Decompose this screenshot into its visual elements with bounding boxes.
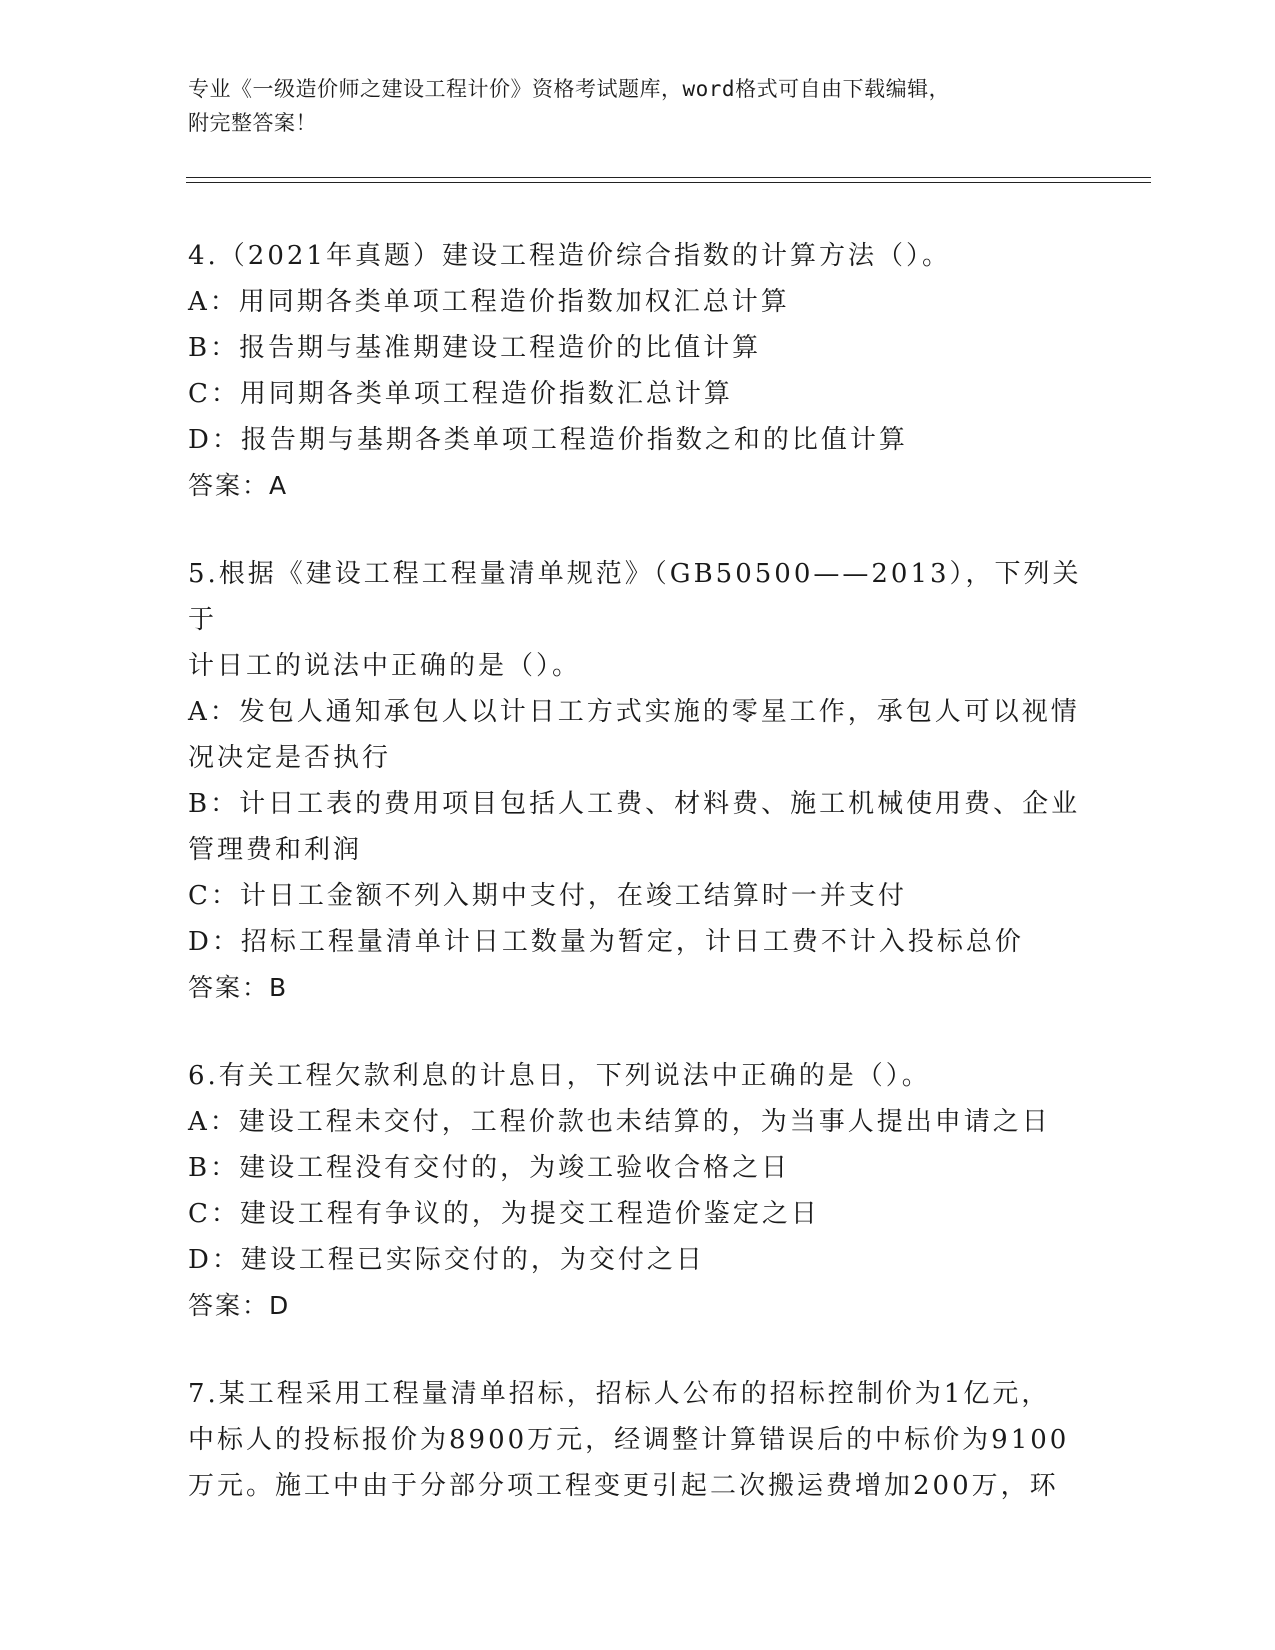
answer-label: 答案：B bbox=[188, 973, 289, 1002]
option-line: D：报告期与基期各类单项工程造价指数之和的比值计算 bbox=[188, 425, 908, 455]
answer-label: 答案：A bbox=[188, 471, 289, 500]
question-stem-line: 5.根据《建设工程工程量清单规范》（GB50500——2013），下列关于 bbox=[188, 559, 1082, 635]
option-line: C：用同期各类单项工程造价指数汇总计算 bbox=[188, 379, 733, 409]
option-line: D：建设工程已实际交付的，为交付之日 bbox=[188, 1245, 705, 1275]
option-line: B：报告期与基准期建设工程造价的比值计算 bbox=[188, 333, 762, 363]
header-line-1: 专业《一级造价师之建设工程计价》资格考试题库，word格式可自由下载编辑， bbox=[188, 77, 951, 101]
question-stem-line: 万元。施工中由于分部分项工程变更引起二次搬运费增加200万，环 bbox=[188, 1471, 1059, 1501]
question-stem-line: 计日工的说法中正确的是（）。 bbox=[188, 651, 582, 681]
header-line-2: 附完整答案！ bbox=[188, 111, 317, 135]
question-item bbox=[188, 1371, 1088, 1509]
question-stem-line: 4.（2021年真题）建设工程造价综合指数的计算方法（）。 bbox=[188, 241, 951, 271]
option-line: B：建设工程没有交付的，为竣工验收合格之日 bbox=[188, 1153, 791, 1183]
option-line: A：建设工程未交付，工程价款也未结算的，为当事人提出申请之日 bbox=[188, 1107, 1051, 1137]
option-line: C：计日工金额不列入期中支付，在竣工结算时一并支付 bbox=[188, 881, 907, 911]
option-line: 管理费和利润 bbox=[188, 835, 363, 865]
option-line: C：建设工程有争议的，为提交工程造价鉴定之日 bbox=[188, 1199, 820, 1229]
question-stem-line: 中标人的投标报价为8900万元，经调整计算错误后的中标价为9100 bbox=[188, 1425, 1070, 1455]
question-stem-line: 7.某工程采用工程量清单招标，招标人公布的招标控制价为1亿元， bbox=[188, 1379, 1051, 1409]
question-item bbox=[188, 1053, 1088, 1329]
option-line: A：用同期各类单项工程造价指数加权汇总计算 bbox=[188, 287, 790, 317]
option-line: 况决定是否执行 bbox=[188, 743, 392, 773]
header-divider-bottom bbox=[186, 182, 1151, 183]
question-list bbox=[188, 233, 1088, 1551]
question-stem-line: 6.有关工程欠款利息的计息日，下列说法中正确的是（）。 bbox=[188, 1061, 931, 1091]
option-line: D：招标工程量清单计日工数量为暂定，计日工费不计入投标总价 bbox=[188, 927, 1024, 957]
document-header bbox=[188, 72, 1068, 140]
option-line: A：发包人通知承包人以计日工方式实施的零星工作，承包人可以视情 bbox=[188, 697, 1080, 727]
question-item bbox=[188, 551, 1088, 1011]
header-divider-top bbox=[186, 177, 1151, 178]
question-item bbox=[188, 233, 1088, 509]
answer-label: 答案：D bbox=[188, 1291, 291, 1320]
option-line: B：计日工表的费用项目包括人工费、材料费、施工机械使用费、企业 bbox=[188, 789, 1081, 819]
